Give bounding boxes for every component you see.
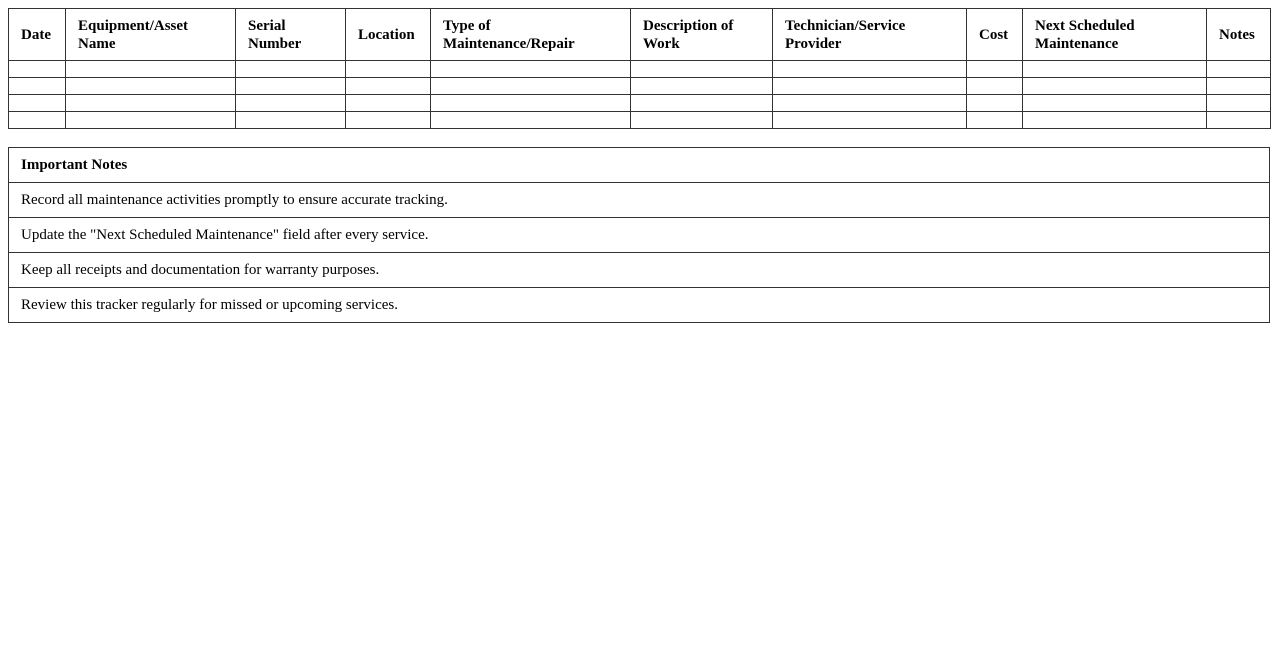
table-cell[interactable]	[9, 112, 66, 129]
table-cell[interactable]	[1023, 95, 1207, 112]
header-location: Location	[346, 9, 431, 61]
table-cell[interactable]	[236, 61, 346, 78]
maintenance-tracker-table	[8, 8, 1271, 129]
table-cell[interactable]	[773, 112, 967, 129]
header-description: Description of Work	[631, 9, 773, 61]
table-row	[9, 112, 1271, 129]
table-cell[interactable]	[66, 61, 236, 78]
table-cell[interactable]	[431, 95, 631, 112]
header-equipment-name: Equipment/Asset Name	[66, 9, 236, 61]
table-cell[interactable]	[1023, 61, 1207, 78]
table-cell[interactable]	[431, 61, 631, 78]
header-row	[9, 9, 1271, 61]
important-notes-table	[8, 147, 1270, 323]
table-cell[interactable]	[967, 78, 1023, 95]
table-row	[9, 78, 1271, 95]
table-cell[interactable]	[773, 95, 967, 112]
table-cell[interactable]	[631, 112, 773, 129]
header-notes: Notes	[1207, 9, 1271, 61]
header-date: Date	[9, 9, 66, 61]
table-cell[interactable]	[1023, 78, 1207, 95]
table-cell[interactable]	[631, 95, 773, 112]
table-cell[interactable]	[9, 61, 66, 78]
table-cell[interactable]	[236, 78, 346, 95]
table-cell[interactable]	[346, 61, 431, 78]
table-cell[interactable]	[9, 78, 66, 95]
table-cell[interactable]	[631, 61, 773, 78]
note-item: Record all maintenance activities promptly to ensure accurate tracking.	[9, 183, 1270, 218]
table-cell[interactable]	[66, 112, 236, 129]
table-cell[interactable]	[1207, 112, 1271, 129]
table-cell[interactable]	[967, 112, 1023, 129]
notes-title: Important Notes	[9, 148, 1270, 183]
header-next-maintenance: Next Scheduled Maintenance	[1023, 9, 1207, 61]
table-cell[interactable]	[1207, 78, 1271, 95]
page	[8, 8, 1270, 323]
table-cell[interactable]	[66, 95, 236, 112]
header-technician: Technician/Service Provider	[773, 9, 967, 61]
table-cell[interactable]	[236, 112, 346, 129]
table-cell[interactable]	[1023, 112, 1207, 129]
header-cost: Cost	[967, 9, 1023, 61]
table-cell[interactable]	[431, 112, 631, 129]
table-cell[interactable]	[346, 112, 431, 129]
header-maintenance-type: Type of Maintenance/Repair	[431, 9, 631, 61]
table-cell[interactable]	[1207, 61, 1271, 78]
table-row	[9, 95, 1271, 112]
table-cell[interactable]	[1207, 95, 1271, 112]
table-cell[interactable]	[346, 78, 431, 95]
note-item: Update the "Next Scheduled Maintenance" field after every service.	[9, 218, 1270, 253]
table-cell[interactable]	[346, 95, 431, 112]
header-serial-number: Serial Number	[236, 9, 346, 61]
table-cell[interactable]	[431, 78, 631, 95]
table-row	[9, 61, 1271, 78]
table-cell[interactable]	[967, 95, 1023, 112]
table-cell[interactable]	[236, 95, 346, 112]
note-item: Review this tracker regularly for missed or upcoming services.	[9, 288, 1270, 323]
table-cell[interactable]	[66, 78, 236, 95]
note-item: Keep all receipts and documentation for warranty purposes.	[9, 253, 1270, 288]
table-cell[interactable]	[773, 61, 967, 78]
table-cell[interactable]	[773, 78, 967, 95]
table-cell[interactable]	[967, 61, 1023, 78]
table-cell[interactable]	[9, 95, 66, 112]
table-cell[interactable]	[631, 78, 773, 95]
